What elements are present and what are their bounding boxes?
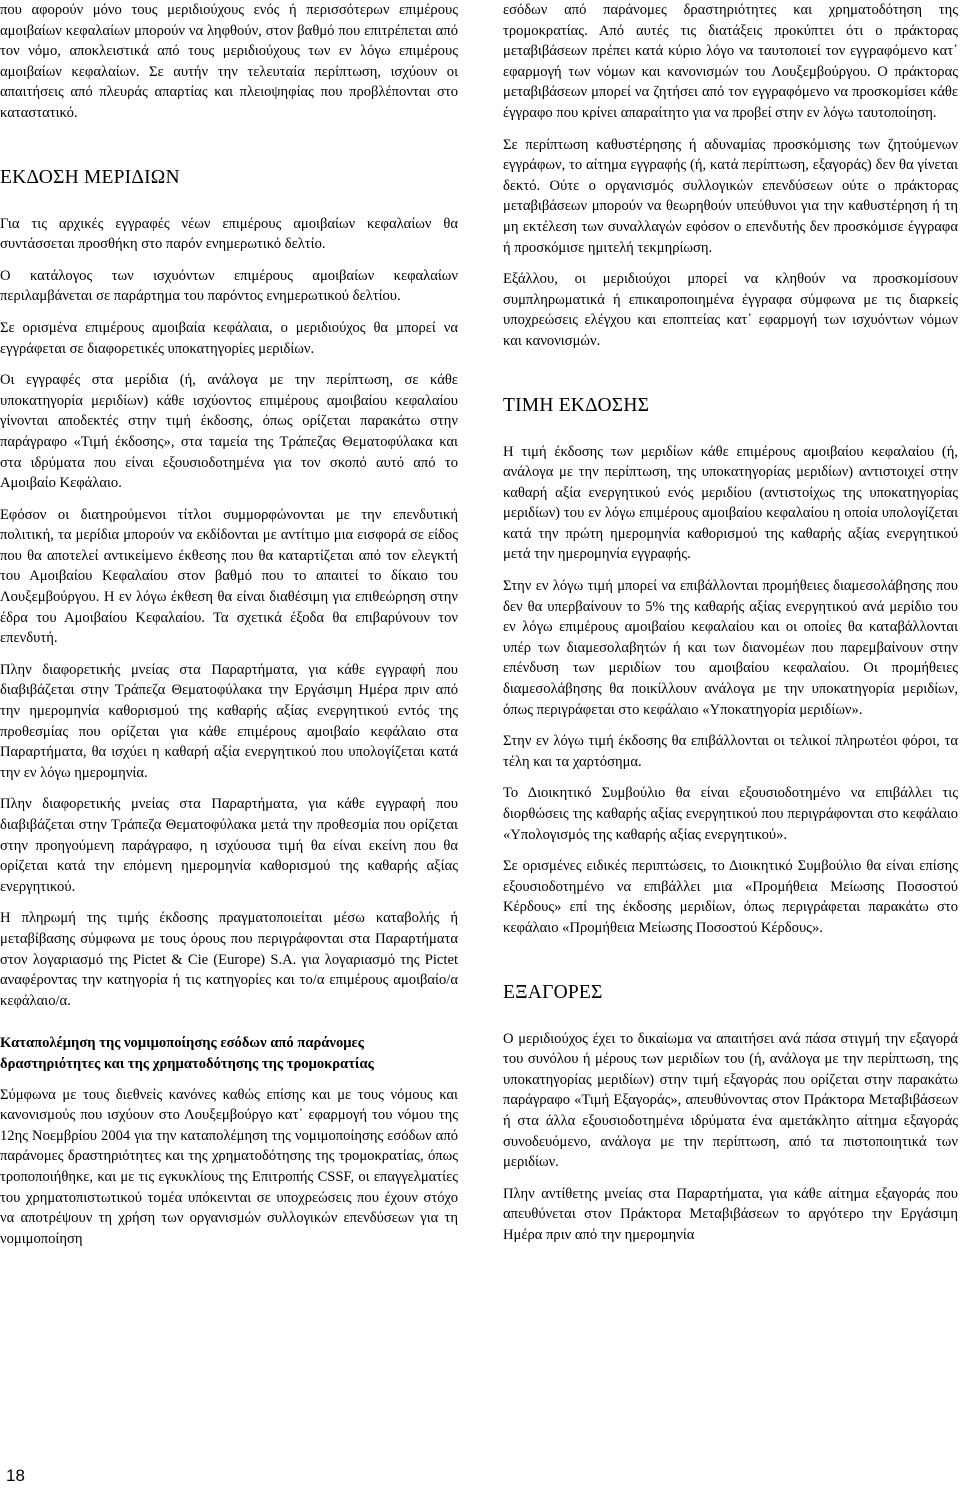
paragraph: Πλην αντίθετης μνείας στα Παραρτήματα, για κάθε αίτημα εξαγοράς που απευθύνεται στον Πράκτορα Μεταβιβάσεων το αργότερο την Εργάσιμη Ημέρα πριν από την ημερομηνία: [503, 1185, 958, 1243]
subsection-heading-aml: Καταπολέμηση της νομιμοποίησης εσόδων από παράνομες δραστηριότητες και της χρηματοδότησης της τρομοκρατίας: [0, 1035, 374, 1072]
paragraph: Εφόσον οι διατηρούμενοι τίτλοι συμμορφώνονται με την επενδυτική πολιτική, τα μερίδια μπορούν να εκδίδονται με αντίτιμο μια εισφορά σε είδος που θα αποτελεί αντικείμενο έκθεσης που θα καταρτίζεται από τον ελεγκτή του Αμοιβαίου Κεφαλαίου στον βαθμό που το απαιτεί το δίκαιο του Λουξεμβούργου. Η εν λόγω έκθεση θα είναι διαθέσιμη για επιθεώρηση στην έδρα του Αμοιβαίου Κεφαλαίου. Τα σχετικά έξοδα θα επιβαρύνουν τον επενδυτή.: [0, 506, 458, 647]
paragraph: Η πληρωμή της τιμής έκδοσης πραγματοποιείται μέσω καταβολής ή μεταβίβασης σύμφωνα με τους όρους που περιγράφονται στα Παραρτήματα στον λογαριασμό της Pictet & Cie (Europe) S.A. για λογαριασμό της Pictet αναφέροντας την κατηγορία ή τις κατηγορίες και το/α επιμέρους αμοιβαίο/α κεφάλαιο/α.: [0, 910, 458, 1009]
right-column: [503, 0, 958, 1257]
paragraph: Σε ορισμένες ειδικές περιπτώσεις, το Διοικητικό Συμβούλιο θα είναι επίσης εξουσιοδοτημένο να επιβάλλει μια «Προμήθεια Μείωσης Ποσοστού Κέρδους» επί της έκδοσης μεριδίων, όπως περιγράφεται παρακάτω στο κεφάλαιο «Προμήθεια Μείωσης Ποσοστού Κέρδους».: [503, 858, 958, 936]
page-number: 18: [6, 1466, 25, 1485]
paragraph: Το Διοικητικό Συμβούλιο θα είναι εξουσιοδοτημένο να επιβάλλει τις διορθώσεις της καθαρής αξίας ενεργητικού που περιγράφονται στο κεφάλαιο «Υπολογισμός της καθαρής αξίας ενεργητικού».: [503, 785, 958, 843]
section-heading-share-issue: ΕΚΔΟΣΗ ΜΕΡΙΔΙΩΝ: [0, 166, 180, 188]
paragraph: εσόδων από παράνομες δραστηριότητες και χρηματοδότηση της τρομοκρατίας. Από αυτές τις διατάξεις προκύπτει ότι ο πράκτορας μεταβιβάσεων πρέπει κατά κύριο λόγο να ταυτοποιεί τον εγγραφόμενο κατ᾽ εφαρμογή των νόμων και κανονισμών του Λουξεμβούργου. Ο πράκτορας μεταβιβάσεων μπορεί να ζητήσει από τον εγγραφόμενο να προσκομίσει κάθε έγγραφο που κρίνει απαραίτητο για να προβεί στην εν λόγω ταυτοποίηση.: [503, 2, 958, 121]
paragraph: Πλην διαφορετικής μνείας στα Παραρτήματα, για κάθε εγγραφή που διαβιβάζεται στην Τράπεζα Θεματοφύλακα την Εργάσιμη Ημέρα πριν από την ημερομηνία καθορισμού της καθαρής αξίας ενεργητικού εντός της προθεσμίας που ορίζεται για κάθε επιμέρους αμοιβαίο κεφάλαιο στα Παραρτήματα, θα ισχύει η καθαρή αξία ενεργητικού που υπολογίζεται κατά την εν λόγω ημερομηνία.: [0, 661, 458, 781]
paragraph: που αφορούν μόνο τους μεριδιούχους ενός ή περισσότερων επιμέρους αμοιβαίων κεφαλαίων μπορούν να ληφθούν, στον βαθμό που επιτρέπεται από τον νόμο, αποκλειστικά από τους μεριδιούχους των εν λόγω επιμέρους αμοιβαίων κεφαλαίων. Σε αυτήν την τελευταία περίπτωση, ισχύουν οι απαιτήσεις από πλευράς απαρτίας και πλειοψηφίας που προβλέπονται στο καταστατικό.: [0, 2, 458, 121]
section-heading-redemptions: ΕΞΑΓΟΡΕΣ: [503, 981, 603, 1003]
paragraph: Σε περίπτωση καθυστέρησης ή αδυναμίας προσκόμισης των ζητούμενων εγγράφων, το αίτημα εγγραφής (ή, κατά περίπτωση, εξαγοράς) δεν θα γίνεται δεκτό. Ούτε ο οργανισμός συλλογικών επενδύσεων ούτε ο πράκτορας μεταβιβάσεων μπορούν να θεωρηθούν υπεύθυνοι για την καθυστέρηση ή τη μη εκτέλεση των συναλλαγών εφόσον ο επενδυτής δεν προσκόμισε έγγραφα ή προσκόμισε ημιτελή τεκμηρίωση.: [503, 136, 958, 256]
paragraph: Οι εγγραφές στα μερίδια (ή, ανάλογα με την περίπτωση, σε κάθε υποκατηγορία μεριδίων) κάθε ισχύοντος επιμέρους αμοιβαίου κεφαλαίου γίνονται αποδεκτές στην τιμή έκδοσης, όπως ορίζεται παρακάτω στην παράγραφο «Τιμή έκδοσης», στα ταμεία της Τράπεζας Θεματοφύλακα και στα ιδρύματα που είναι εξουσιοδοτημένα για τον σκοπό αυτό από το Αμοιβαίο Κεφάλαιο.: [0, 372, 458, 492]
paragraph: Για τις αρχικές εγγραφές νέων επιμέρους αμοιβαίων κεφαλαίων θα συντάσσεται προσθήκη στο παρόν ενημερωτικό δελτίο.: [0, 215, 458, 253]
paragraph: Σε ορισμένα επιμέρους αμοιβαία κεφάλαια, ο μεριδιούχος θα μπορεί να εγγράφεται σε διαφορετικές υποκατηγορίες μεριδίων.: [0, 319, 458, 357]
paragraph: Ο κατάλογος των ισχυόντων επιμέρους αμοιβαίων κεφαλαίων περιλαμβάνεται σε παράρτημα του παρόντος ενημερωτικού δελτίου.: [0, 267, 458, 305]
paragraph: Ο μεριδιούχος έχει το δικαίωμα να απαιτήσει ανά πάσα στιγμή την εξαγορά του συνόλου ή μέρους των μεριδίων του (ή, ανάλογα με την περίπτωση, της υποκατηγορίας μεριδίων) στην τιμή εξαγοράς που ορίζεται στην παρακάτω παράγραφο «Τιμή Εξαγοράς», απευθύνοντας στον Πράκτορα Μεταβιβάσεων ή στα άλλα εξουσιοδοτημένα ιδρύματα ένα αμετάκλητο αίτημα εξαγοράς συνοδευόμενο, ανάλογα με την περίπτωση, από τα πιστοποιητικά των μεριδίων.: [503, 1030, 958, 1171]
paragraph: Σύμφωνα με τους διεθνείς κανόνες καθώς επίσης και με τους νόμους και κανονισμούς που ισχύουν στο Λουξεμβούργο κατ᾽ εφαρμογή του νόμου της 12ης Νοεμβρίου 2004 για την καταπολέμηση της νομιμοποίησης εσόδων από παράνομες δραστηριότητες και της χρηματοδότησης της τρομοκρατίας, όπως τροποποιήθηκε, και με τις εγκυκλίους της Επιτροπής CSSF, οι επαγγελματίες του χρηματοπιστωτικού τομέα υπόκεινται σε υποχρεώσεις που έχουν στόχο να αποτρέψουν τη χρήση των οργανισμών συλλογικών επενδύσεων για τη νομιμοποίηση: [0, 1086, 458, 1247]
paragraph: Πλην διαφορετικής μνείας στα Παραρτήματα, για κάθε εγγραφή που διαβιβάζεται στην Τράπεζα Θεματοφύλακα μετά την προθεσμία που ορίζεται στην προηγούμενη παράγραφο, η ισχύουσα τιμή θα είναι εκείνη που θα ορίζεται κατά την επόμενη ημερομηνία καθορισμού της καθαρής αξίας ενεργητικού.: [0, 796, 458, 895]
paragraph: Στην εν λόγω τιμή μπορεί να επιβάλλονται προμήθειες διαμεσολάβησης που δεν θα υπερβαίνουν το 5% της καθαρής αξίας ενεργητικού ανά μερίδιο του εν λόγω επιμέρους αμοιβαίου κεφαλαίου και οι οποίες θα καταβάλλονται υπέρ των διαμεσολαβητών ή και των διανομέων που παρεμβαίνουν στην επένδυση των μεριδίων του αμοιβαίου κεφαλαίου. Οι προμήθειες διαμεσολάβησης θα ποικίλλουν ανάλογα με την υποκατηγορία μεριδίων, όπως περιγράφεται στο κεφάλαιο «Υποκατηγορία μεριδίων».: [503, 578, 958, 718]
paragraph: Στην εν λόγω τιμή έκδοσης θα επιβάλλονται οι τελικοί πληρωτέοι φόροι, τα τέλη και τα χαρτόσημα.: [503, 733, 958, 770]
paragraph: Εξάλλου, οι μεριδιούχοι μπορεί να κληθούν να προσκομίσουν συμπληρωματικά ή επικαιροποιημένα έγγραφα σύμφωνα με τις διαρκείς υποχρεώσεις ελέγχου και εποπτείας κατ᾽ εφαρμογή των ισχυόντων νόμων και κανονισμών.: [503, 271, 958, 349]
section-heading-issue-price: ΤΙΜΗ ΕΚΔΟΣΗΣ: [503, 394, 650, 416]
paragraph: Η τιμή έκδοσης των μεριδίων κάθε επιμέρους αμοιβαίου κεφαλαίου (ή, ανάλογα με την περίπτωση, της υποκατηγορίας μεριδίων) αντιστοιχεί στην καθαρή αξία ενεργητικού ενός μεριδίου (αντιστοίχως της υποκατηγορίας μεριδίων) του εν λόγω επιμέρους αμοιβαίου κεφαλαίου η οποία υπολογίζεται κατά την πρώτη ημερομηνία καθορισμού της καθαρής αξίας ενεργητικού μετά την ημερομηνία εγγραφής.: [503, 443, 958, 563]
left-column: [0, 0, 458, 1260]
